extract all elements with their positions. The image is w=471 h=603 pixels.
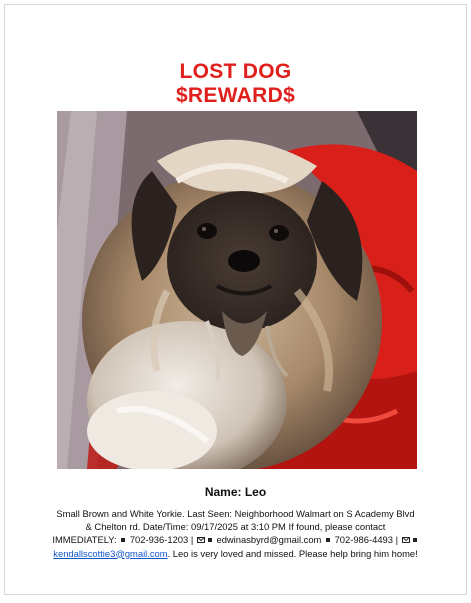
- flyer-page: [4, 4, 467, 595]
- immediately-label: IMMEDIATELY:: [52, 534, 117, 546]
- headline-lost-dog: LOST DOG: [179, 60, 292, 83]
- phone-bullet-icon: [121, 538, 125, 542]
- headline-reward: $REWARD$: [175, 84, 296, 107]
- closing-line: [19, 547, 452, 560]
- mail-icon: [197, 537, 205, 543]
- dog-name: Name: Leo: [204, 485, 267, 499]
- closing-text: . Leo is very loved and missed. Please help bring him home!: [167, 547, 418, 559]
- description-line-1: Small Brown and White Yorkie. Last Seen: Neighborhood Walmart on S Academy Blvd: [56, 508, 415, 519]
- email-1[interactable]: edwinasbyrd@gmail.com: [216, 534, 322, 546]
- email-link-2[interactable]: kendallscottie3@gmail.com: [53, 547, 168, 559]
- phone-bullet-icon: [208, 538, 212, 542]
- description-line-2: & Chelton rd. Date/Time: 09/17/2025 at 3:10 PM If found, please contact: [85, 521, 386, 533]
- dog-photo: [57, 111, 417, 469]
- phone-bullet-icon: [413, 538, 417, 542]
- phone-bullet-icon: [326, 538, 330, 542]
- phone-number-2[interactable]: 702-986-4493 |: [334, 534, 399, 546]
- phone-number-1[interactable]: 702-936-1203 |: [129, 534, 194, 546]
- contact-line: [19, 533, 452, 546]
- dog-description: [19, 507, 452, 560]
- mail-icon: [402, 537, 410, 543]
